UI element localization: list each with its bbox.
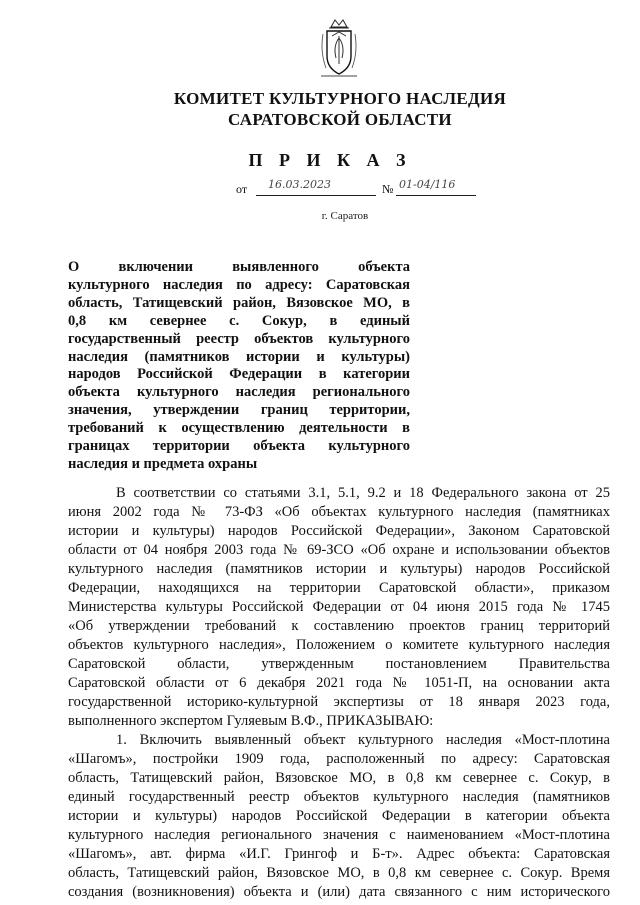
committee-name (150, 88, 530, 130)
subject-line: требований к осуществлению деятельности в (68, 420, 410, 437)
body-line: единый государственный реестр объектов культурного наследия (памятников (68, 789, 610, 805)
body-line: Саратовской области, утвержденным постановлением Правительства (68, 656, 610, 672)
body-line: объектов культурного наследия», Положением о комитете культурного наследия (68, 637, 610, 653)
body-line: создания (возникновения) объекта и (или) дата связанного с ним исторического (68, 884, 610, 900)
body-line: Министерства культуры Российской Федерации от 04 июня 2015 года № 1745 (68, 599, 610, 615)
order-body (68, 484, 610, 902)
coat-of-arms-emblem (318, 18, 360, 80)
subject-line: 0,8 км севернее с. Сокур, в единый (68, 312, 410, 329)
body-line: культурного наследия (памятников истории и культуры) народов Российской (68, 561, 610, 577)
body-line: Саратовской области от 6 декабря 2021 года № 1051-П, на основании акта (68, 675, 610, 691)
body-line: «Шагомъ», постройки 1909 года, расположенный по адресу: Саратовская (68, 751, 610, 767)
order-date-number-line (236, 180, 616, 204)
date-label: от (236, 182, 248, 196)
number-label: № (382, 182, 394, 196)
body-line: государственной историко-культурной экспертизы от 18 января 2023 года, (68, 694, 610, 710)
subject-line: наследия (памятников истории и культуры) (68, 348, 410, 365)
body-line: «Шагомъ», авт. фирма «И.Г. Грингоф и Б-т». Адрес объекта: Саратовская (68, 846, 610, 862)
body-line: области от 04 ноября 2003 года № 69-ЗСО «Об охране и использовании объектов (68, 542, 610, 558)
subject-line: О включении выявленного объекта (68, 259, 410, 275)
subject-line: наследия и предмета охраны (68, 455, 258, 472)
city-name: г. Саратов (321, 210, 369, 222)
subject-line: государственный реестр объектов культурного (68, 330, 410, 347)
subject-line: значения, утверждении границ территории, (68, 402, 410, 419)
date-underline (256, 195, 376, 196)
committee-name-line2: САРАТОВСКОЙ ОБЛАСТИ (228, 110, 452, 129)
body-line: область, Татищевский район, Вязовское МО, в 0,8 км севернее с. Сокур, в (68, 770, 610, 786)
body-line: истории и культуры) народов Российской Федерации», Законом Саратовской (68, 523, 610, 539)
subject-line: объекта культурного наследия регионального (68, 384, 410, 401)
order-subject (68, 259, 410, 474)
body-line: июня 2002 года № 73-ФЗ «Об объектах культурного наследия (памятниках (68, 504, 610, 520)
subject-line: область, Татищевский район, Вязовское МО, в (68, 294, 410, 311)
body-line: культурного наследия регионального значения с наименованием «Мост-плотина (68, 827, 610, 843)
body-line: область, Татищевский район, Вязовское МО, в 0,8 км севернее с. Сокур. Время (68, 865, 610, 881)
body-line: истории и культуры) народов Российской Федерации в категории объекта (68, 808, 610, 824)
subject-line: народов Российской Федерации в категории (68, 366, 410, 383)
subject-line: границах территории объекта культурного (68, 438, 410, 455)
body-line: Федерации, находящихся на территории Саратовской области», приказом (68, 580, 610, 596)
body-line: выполненного экспертом Гуляевым В.Ф., ПРИКАЗЫВАЮ: (68, 713, 434, 729)
number-value-handwritten: 01-04/116 (399, 178, 456, 191)
body-line: «Об утверждении требований к составлению проектов границ территорий (68, 618, 610, 634)
order-title: П Р И К А З (248, 150, 412, 170)
date-value-handwritten: 16.03.2023 (268, 178, 331, 191)
number-underline (396, 195, 476, 196)
body-line: 1. Включить выявленный объект культурного наследия «Мост-плотина (116, 732, 610, 748)
body-line: В соответствии со статьями 3.1, 5.1, 9.2 и 18 Федерального закона от 25 (116, 485, 610, 501)
committee-name-line1: КОМИТЕТ КУЛЬТУРНОГО НАСЛЕДИЯ (173, 89, 507, 108)
subject-line: культурного наследия по адресу: Саратовская (68, 276, 410, 293)
